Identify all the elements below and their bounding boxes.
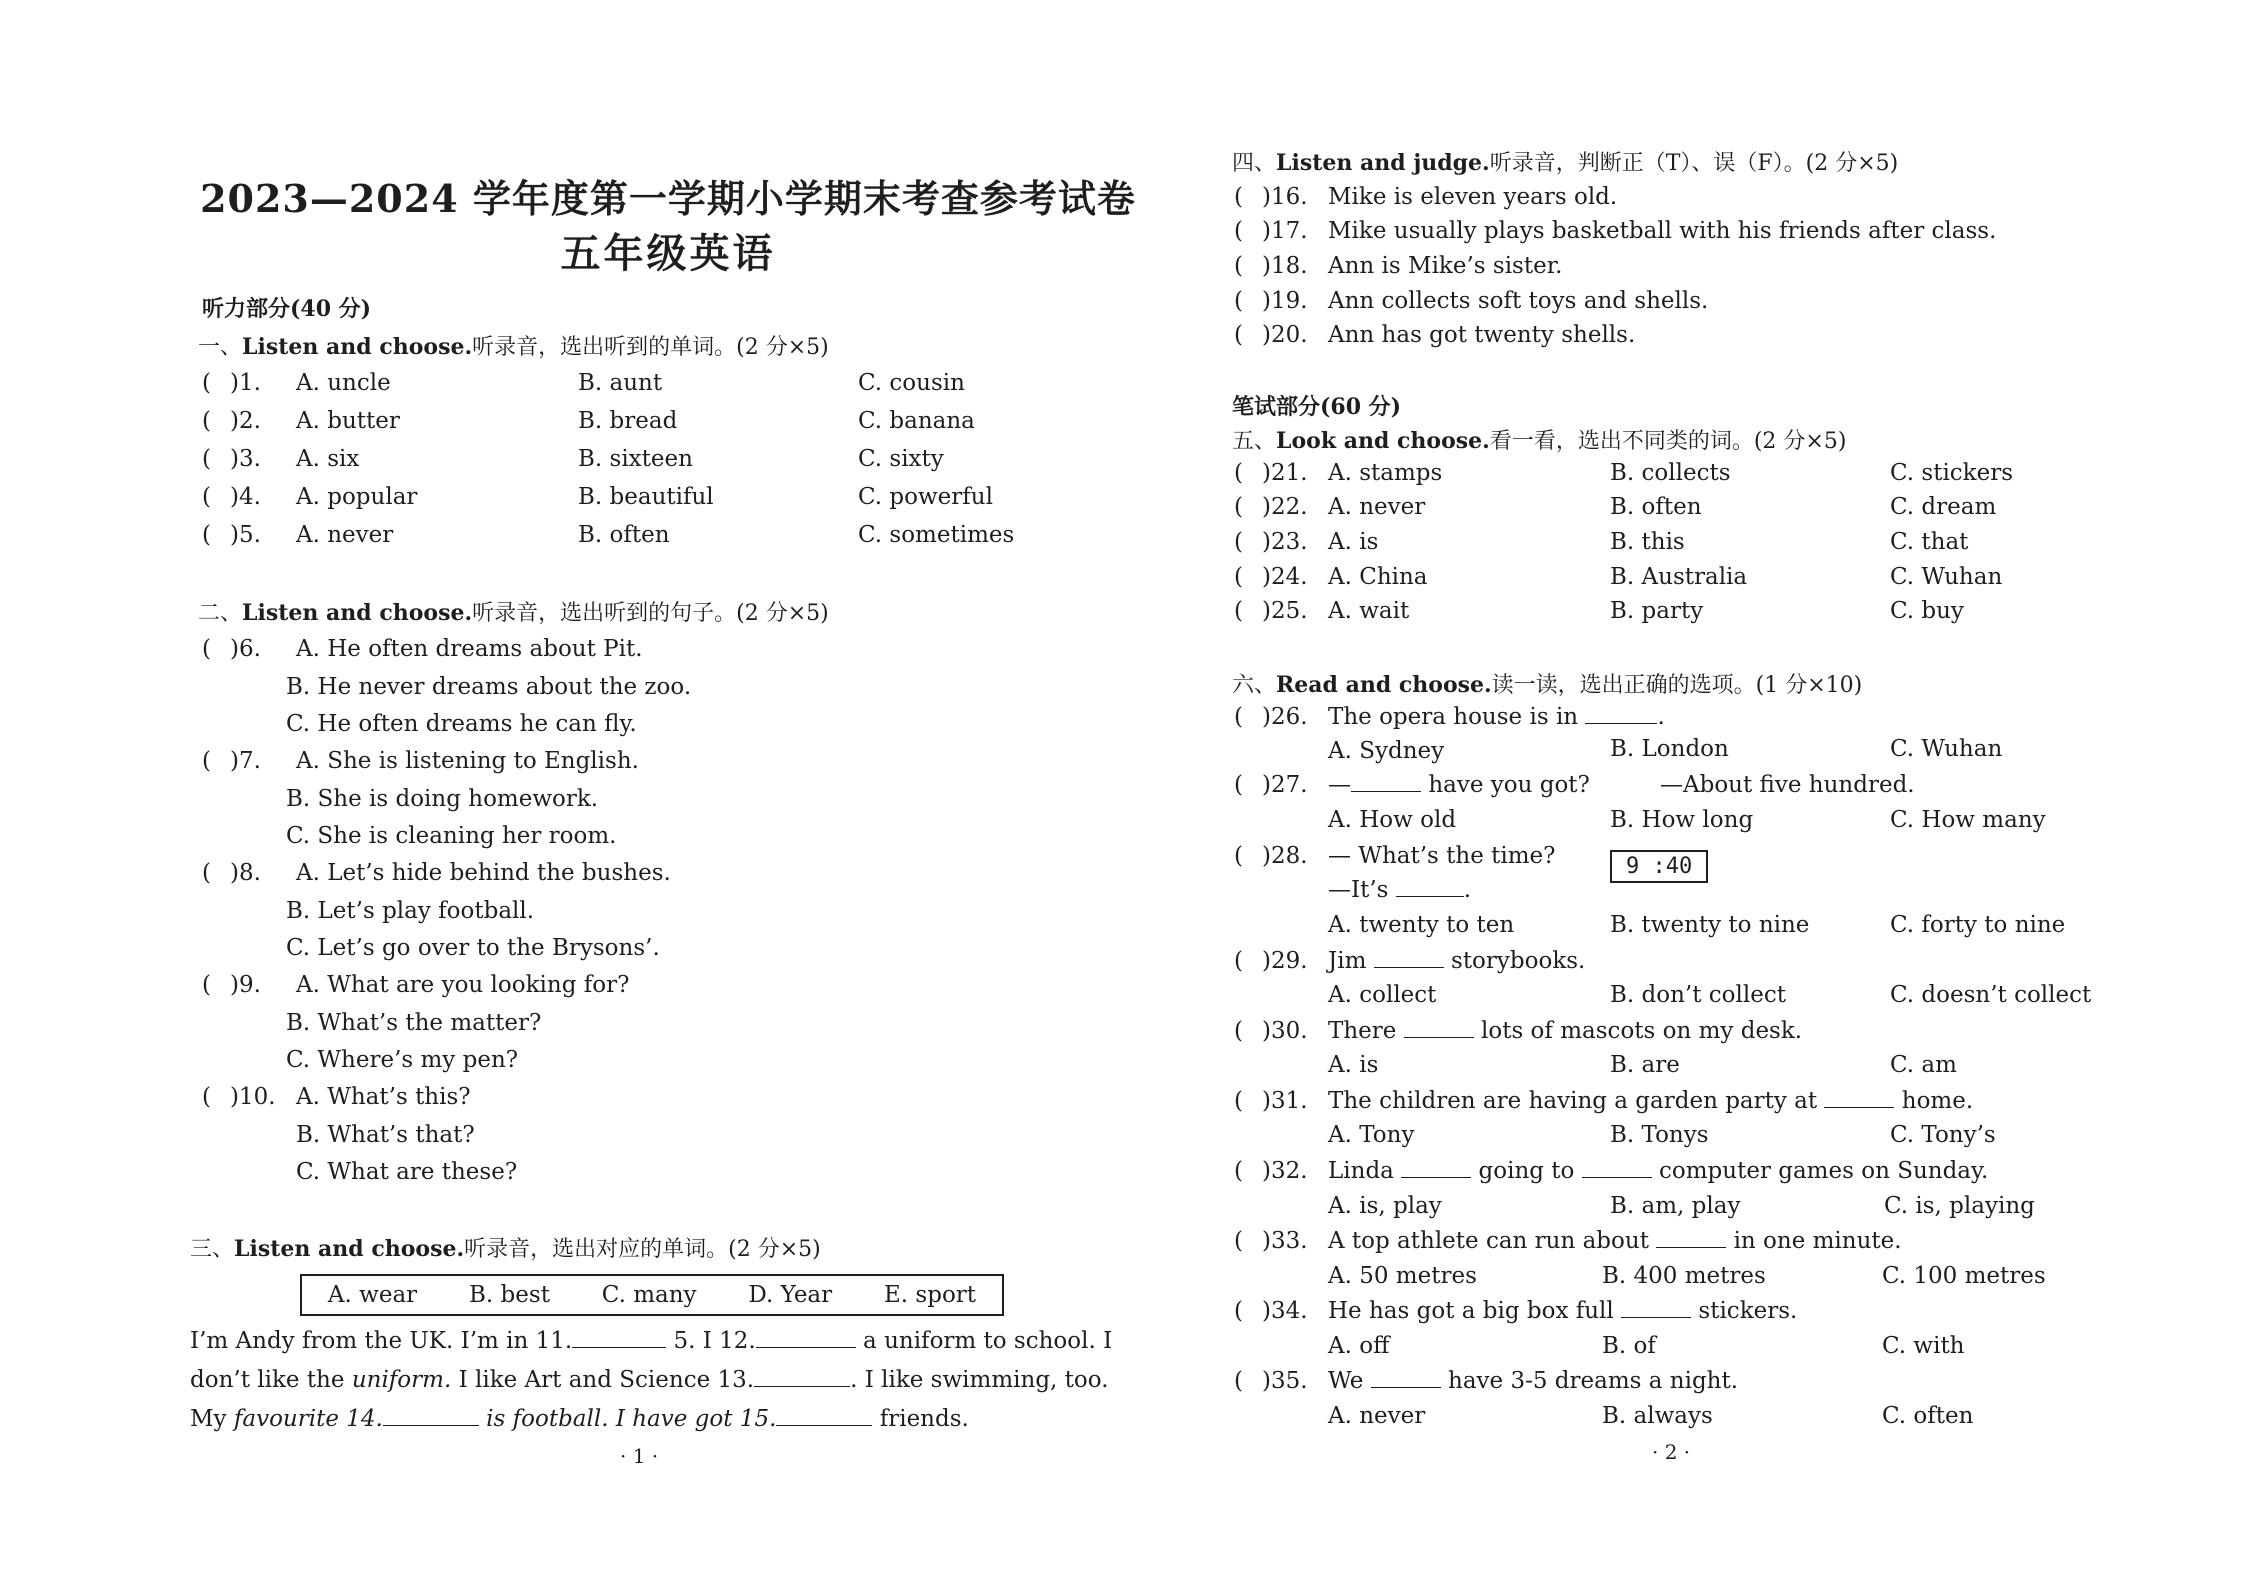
question-27: ( )27. — have you got? [1234, 772, 1590, 798]
section-instruction-zh: 听录音，选出听到的单词。(2 分×5) [472, 335, 829, 360]
answer-blank-12[interactable] [756, 1347, 856, 1348]
question-2: ( )2. A. butter [202, 408, 400, 434]
option-a: A. Let’s hide behind the bushes. [296, 860, 671, 886]
question-6: ( )6. A. He often dreams about Pit. [202, 636, 643, 662]
exam-title: 2023—2024 学年度第一学期小学期末考查参考试卷 [200, 176, 1136, 221]
option-a: A. butter [296, 408, 400, 434]
question-17: ( )17. Mike usually plays basketball with his friends after class. [1234, 218, 1997, 244]
clock-time-box: 9 :40 [1610, 850, 1708, 883]
written-part-label: 笔试部分(60 分) [1232, 394, 1402, 420]
option-c: C. What are these? [296, 1159, 518, 1185]
option-a: A. stamps [1328, 460, 1443, 486]
option-b: B. always [1602, 1403, 1713, 1429]
option-c: C. He often dreams he can fly. [286, 711, 637, 737]
option-a: A. never [1328, 494, 1426, 520]
option-c: C. stickers [1890, 460, 2014, 486]
section-number: 二、 [198, 601, 243, 626]
question-32: ( )32. Linda going to computer games on Sunday. [1234, 1158, 1989, 1184]
option-c: C. buy [1890, 598, 1964, 624]
option-b: B. sixteen [578, 446, 693, 472]
option-c: C. How many [1890, 807, 2046, 833]
word-choice-box [300, 1274, 1004, 1316]
option-c: C. that [1890, 529, 1969, 555]
option-a: A. China [1328, 564, 1428, 590]
option-c: C. sixty [858, 446, 944, 472]
section-number: 四、 [1232, 151, 1277, 176]
question-30: ( )30. There lots of mascots on my desk. [1234, 1018, 1803, 1044]
question-1: ( )1. A. uncle [202, 370, 391, 396]
page-2 [1122, 0, 2244, 1586]
option-c: C. Wuhan [1890, 736, 2003, 762]
option-b: B. She is doing homework. [286, 786, 599, 812]
answer-blank[interactable] [1351, 791, 1421, 792]
section-number: 一、 [198, 335, 243, 360]
word-option: E. sport [884, 1282, 977, 1308]
section-number: 六、 [1232, 673, 1277, 698]
word-option: C. many [601, 1282, 697, 1308]
question-5: ( )5. A. never [202, 522, 394, 548]
question-26: ( )26. The opera house is in . [1234, 704, 1665, 730]
option-c: C. am [1890, 1052, 1957, 1078]
question-3: ( )3. A. six [202, 446, 360, 472]
question-16: ( )16. Mike is eleven years old. [1234, 184, 1618, 210]
option-b: B. often [1610, 494, 1702, 520]
question-7: ( )7. A. She is listening to English. [202, 748, 639, 774]
section-instruction-en: Listen and choose. [234, 1236, 465, 1262]
section-5-heading [1232, 424, 1846, 455]
option-b: B. are [1610, 1052, 1680, 1078]
option-b: B. don’t collect [1610, 982, 1786, 1008]
question-10: ( )10. A. What’s this? [202, 1084, 471, 1110]
option-c: C. is, playing [1884, 1193, 2035, 1219]
option-b: B. Tonys [1610, 1122, 1709, 1148]
option-c: C. Wuhan [1890, 564, 2003, 590]
section-instruction-zh: 看一看，选出不同类的词。(2 分×5) [1489, 429, 1847, 454]
option-a: A. six [296, 446, 360, 472]
section-instruction-en: Listen and judge. [1276, 150, 1490, 176]
option-c: C. dream [1890, 494, 1997, 520]
option-a: A. is [1328, 1052, 1379, 1078]
answer-blank[interactable] [1396, 896, 1464, 897]
option-a: A. collect [1328, 982, 1437, 1008]
question-20: ( )20. Ann has got twenty shells. [1234, 322, 1636, 348]
option-b: B. often [578, 522, 670, 548]
dialogue-reply: —About five hundred. [1660, 772, 1915, 798]
question-24: ( )24. A. China [1234, 564, 1428, 590]
exam-subtitle: 五年级英语 [560, 230, 776, 277]
question-22: ( )22. A. never [1234, 494, 1426, 520]
option-a: A. She is listening to English. [296, 748, 639, 774]
option-b: B. party [1610, 598, 1704, 624]
question-25: ( )25. A. wait [1234, 598, 1410, 624]
question-35: ( )35. We have 3-5 dreams a night. [1234, 1368, 1739, 1394]
section-instruction-en: Listen and choose. [242, 600, 473, 626]
section-number: 五、 [1232, 429, 1277, 454]
word-option: A. wear [327, 1282, 418, 1308]
page-number: · 1 · [620, 1444, 659, 1468]
answer-blank[interactable] [1824, 1107, 1894, 1108]
answer-blank[interactable] [1621, 1317, 1691, 1318]
answer-blank-15[interactable] [776, 1425, 872, 1426]
answer-blank-14[interactable] [383, 1425, 479, 1426]
option-b: B. this [1610, 529, 1685, 555]
option-b: B. beautiful [578, 484, 714, 510]
option-a: A. 50 metres [1328, 1263, 1477, 1289]
option-c: C. powerful [858, 484, 993, 510]
listening-part-label: 听力部分(40 分) [202, 296, 372, 322]
section-instruction-en: Read and choose. [1276, 672, 1492, 698]
answer-blank[interactable] [1371, 1387, 1441, 1388]
option-b: B. am, play [1610, 1193, 1741, 1219]
option-c: C. with [1882, 1333, 1965, 1359]
option-a: A. is [1328, 529, 1379, 555]
option-c: C. Tony’s [1890, 1122, 1996, 1148]
question-18: ( )18. Ann is Mike’s sister. [1234, 253, 1563, 279]
section-2-heading [198, 596, 829, 627]
question-9: ( )9. A. What are you looking for? [202, 972, 630, 998]
section-4-heading [1232, 146, 1898, 177]
section-instruction-zh: 听录音，选出听到的句子。(2 分×5) [472, 601, 829, 626]
question-23: ( )23. A. is [1234, 529, 1379, 555]
option-a: A. off [1328, 1333, 1390, 1359]
word-option: B. best [469, 1282, 550, 1308]
question-28-reply: —It’s . [1328, 877, 1472, 903]
option-c: C. Where’s my pen? [286, 1047, 519, 1073]
section-instruction-zh: 听录音，选出对应的单词。(2 分×5) [464, 1237, 821, 1262]
option-b: B. What’s that? [296, 1122, 475, 1148]
answer-blank[interactable] [1585, 723, 1657, 724]
option-b: B. of [1602, 1333, 1656, 1359]
question-21: ( )21. A. stamps [1234, 460, 1443, 486]
answer-blank-13[interactable] [754, 1386, 850, 1387]
page-number: · 2 · [1652, 1440, 1691, 1464]
section-instruction-en: Listen and choose. [242, 334, 473, 360]
answer-blank[interactable] [1404, 1037, 1474, 1038]
question-8: ( )8. A. Let’s hide behind the bushes. [202, 860, 671, 886]
section-6-heading [1232, 668, 1862, 699]
option-b: B. bread [578, 408, 678, 434]
option-a: A. He often dreams about Pit. [296, 636, 643, 662]
option-a: A. never [296, 522, 394, 548]
section-instruction-zh: 听录音，判断正（T）、误（F）。(2 分×5) [1489, 151, 1899, 176]
word-option: D. Year [748, 1282, 833, 1308]
option-c: C. doesn’t collect [1890, 982, 2092, 1008]
option-c: C. often [1882, 1403, 1974, 1429]
answer-blank[interactable] [1656, 1247, 1726, 1248]
option-c: C. forty to nine [1890, 912, 2066, 938]
section-instruction-en: Look and choose. [1276, 428, 1490, 454]
question-4: ( )4. A. popular [202, 484, 418, 510]
option-a: A. popular [296, 484, 418, 510]
question-33: ( )33. A top athlete can run about in one minute. [1234, 1228, 1902, 1254]
option-c: C. sometimes [858, 522, 1015, 548]
option-a: A. uncle [296, 370, 391, 396]
option-b: B. aunt [578, 370, 663, 396]
question-31: ( )31. The children are having a garden party at home. [1234, 1088, 1974, 1114]
option-a: A. Sydney [1328, 738, 1445, 764]
option-b: B. Australia [1610, 564, 1748, 590]
answer-blank[interactable] [1374, 967, 1444, 968]
section-number: 三、 [190, 1237, 235, 1262]
answer-blank-11[interactable] [572, 1347, 666, 1348]
option-c: C. 100 metres [1882, 1263, 2046, 1289]
answer-blank[interactable] [1582, 1177, 1652, 1178]
question-34: ( )34. He has got a big box full stickers. [1234, 1298, 1798, 1324]
option-b: B. He never dreams about the zoo. [286, 674, 692, 700]
option-b: B. twenty to nine [1610, 912, 1810, 938]
option-a: A. How old [1328, 807, 1457, 833]
option-b: B. Let’s play football. [286, 898, 535, 924]
section-instruction-zh: 读一读，选出正确的选项。(1 分×10) [1491, 673, 1863, 698]
option-b: B. How long [1610, 807, 1754, 833]
section-1-heading [198, 330, 829, 361]
option-c: C. cousin [858, 370, 965, 396]
option-c: C. banana [858, 408, 975, 434]
option-a: A. is, play [1328, 1193, 1442, 1219]
option-a: A. never [1328, 1403, 1426, 1429]
question-19: ( )19. Ann collects soft toys and shells. [1234, 288, 1709, 314]
option-b: B. What’s the matter? [286, 1010, 542, 1036]
cloze-passage: I’m Andy from the UK. I’m in 11. 5. I 12. a uniform to school. I don’t like the uniform. I like Art and Science 13. . I like swimming, too. My favourite 14. is football. I have got 15. friends. [190, 1328, 1113, 1432]
option-a: A. What’s this? [296, 1084, 471, 1110]
question-28: ( )28. — What’s the time? [1234, 843, 1556, 869]
option-a: A. Tony [1328, 1122, 1415, 1148]
option-c: C. She is cleaning her room. [286, 823, 617, 849]
option-b: B. collects [1610, 460, 1731, 486]
option-a: A. wait [1328, 598, 1410, 624]
option-a: A. What are you looking for? [296, 972, 630, 998]
option-b: B. 400 metres [1602, 1263, 1766, 1289]
option-b: B. London [1610, 736, 1729, 762]
section-3-heading [190, 1232, 821, 1263]
option-a: A. twenty to ten [1328, 912, 1515, 938]
option-c: C. Let’s go over to the Brysons’. [286, 935, 660, 961]
answer-blank[interactable] [1401, 1177, 1471, 1178]
question-29: ( )29. Jim storybooks. [1234, 948, 1586, 974]
